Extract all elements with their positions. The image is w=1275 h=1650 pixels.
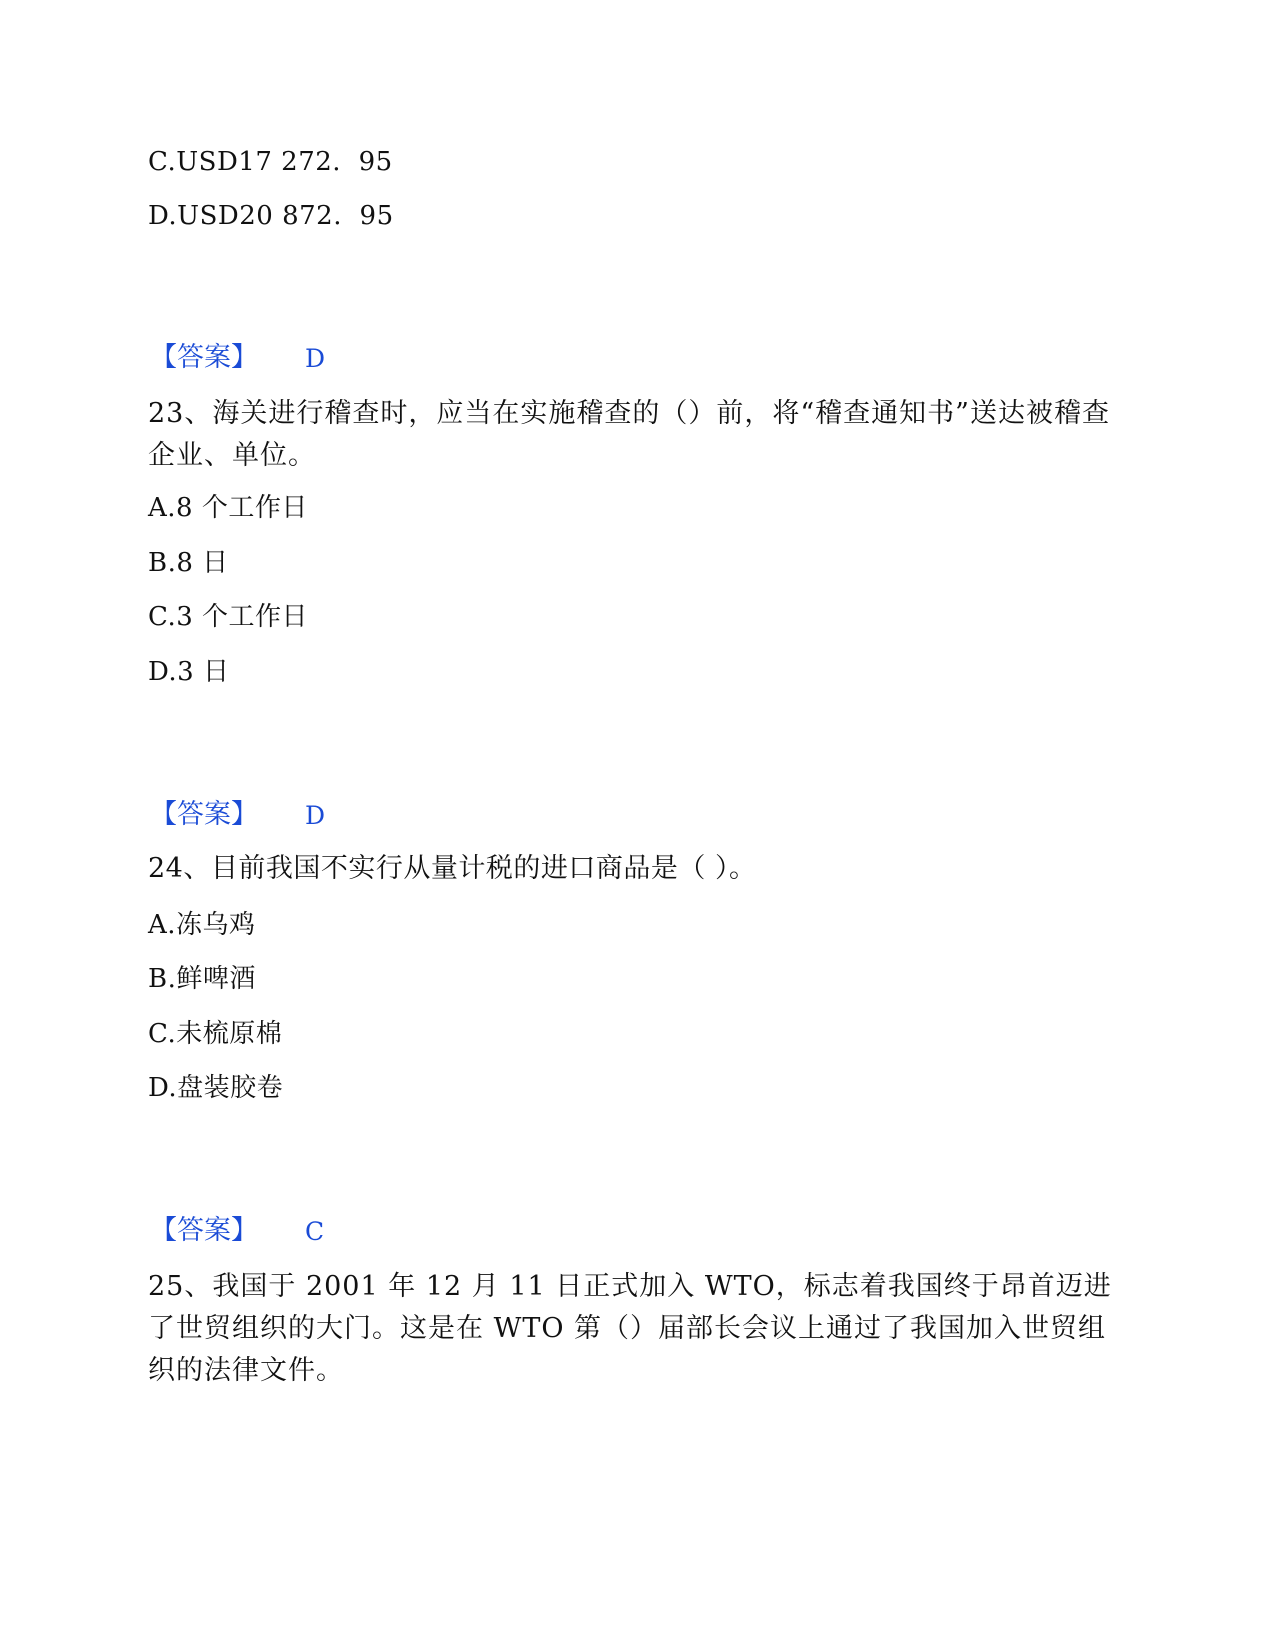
q23-option-c: C.3 个工作日 bbox=[148, 602, 309, 632]
q24-answer-value: C bbox=[305, 1217, 325, 1246]
q24-option-b: B.鲜啤酒 bbox=[148, 964, 256, 994]
q22-answer-label: 【答案】 bbox=[150, 342, 258, 373]
q24-option-a: A.冻乌鸡 bbox=[148, 910, 256, 940]
q22-option-d: D.USD20 872. 95 bbox=[148, 201, 394, 231]
q23-answer-value: D bbox=[305, 801, 326, 830]
q23-option-a: A.8 个工作日 bbox=[148, 493, 308, 523]
q23-option-b: B.8 日 bbox=[148, 548, 229, 578]
q23-option-d: D.3 日 bbox=[148, 657, 230, 687]
q22-answer-value: D bbox=[305, 344, 326, 373]
q24-option-c: C.未梳原棉 bbox=[148, 1019, 283, 1049]
q23-question: 23、海关进行稽查时，应当在实施稽查的（）前，将“稽查通知书”送达被稽查企业、单位。 bbox=[148, 398, 1110, 471]
q25-question: 25、我国于 2001 年 12 月 11 日正式加入 WTO，标志着我国终于昂首迈进了世贸组织的大门。这是在 WTO 第（）届部长会议上通过了我国加入世贸组织的法律文件。 bbox=[148, 1271, 1112, 1386]
q24-option-d: D.盘装胶卷 bbox=[148, 1073, 284, 1103]
q24-question: 24、目前我国不实行从量计税的进口商品是（ ）。 bbox=[148, 853, 757, 884]
q23-answer-label: 【答案】 bbox=[150, 799, 258, 830]
q22-option-c: C.USD17 272. 95 bbox=[148, 147, 393, 177]
q24-answer-label: 【答案】 bbox=[150, 1215, 258, 1246]
